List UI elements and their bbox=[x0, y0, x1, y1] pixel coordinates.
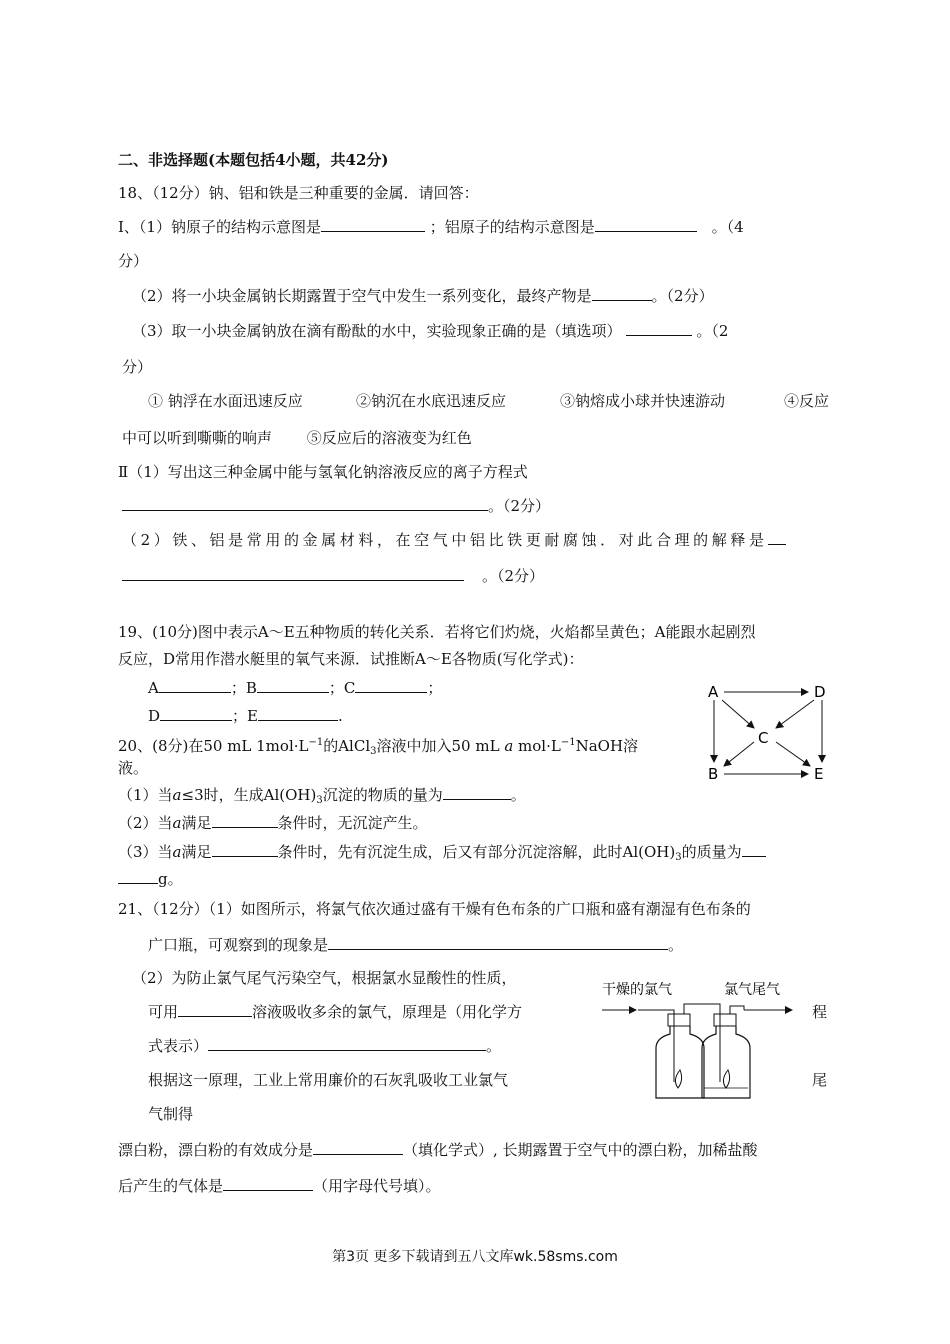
q21-blank-solution[interactable] bbox=[178, 1002, 252, 1017]
q20-p1-sub: 3 bbox=[316, 795, 323, 806]
q20-text-e: NaOH溶 bbox=[575, 737, 639, 755]
q19-blank-b[interactable] bbox=[257, 678, 329, 693]
q18-option-4b: 中可以听到嘶嘶的响声 bbox=[122, 429, 273, 447]
q20-part2 bbox=[118, 813, 428, 833]
q18-ii1-answer-line bbox=[122, 496, 550, 516]
q18-i3-text-c: 分） bbox=[122, 358, 153, 376]
q18-blank-phenomenon[interactable] bbox=[626, 321, 692, 336]
q21-l8-b: （填化学式）, 长期露置于空气中的漂白粉，加稀盐酸 bbox=[403, 1141, 758, 1159]
q18-header: 18、（12分）钠、铝和铁是三种重要的金属．请回答： bbox=[118, 184, 479, 202]
q18-i3-text-a: （3）取一小块金属钠放在滴有酚酞的水中，实验现象正确的是（填选项） bbox=[132, 322, 622, 340]
q18-options-line2 bbox=[122, 428, 472, 448]
q18-i1-line bbox=[118, 217, 744, 237]
q20-p1-a: （1）当 bbox=[118, 786, 173, 804]
q20-p3-var: a bbox=[172, 843, 182, 861]
diagram-node-b: B bbox=[708, 765, 719, 783]
diagram-node-c: C bbox=[758, 729, 769, 747]
q19-label-c: ；C bbox=[328, 679, 356, 697]
q18-i1-text-d: 分） bbox=[118, 252, 149, 270]
q19-answers-row1 bbox=[148, 678, 442, 698]
q20-blank-p3-mass[interactable] bbox=[118, 869, 158, 884]
q18-blank-na-structure[interactable] bbox=[321, 217, 425, 232]
q19-transformation-diagram bbox=[700, 678, 840, 788]
q20-blank-p3-condition[interactable] bbox=[212, 842, 278, 857]
q20-sup-1: −1 bbox=[308, 737, 324, 748]
q20-p3-c: 条件时，先有沉淀生成，后又有部分沉淀溶解，此时Al(OH) bbox=[277, 843, 676, 861]
q18-option-4a: ④反应 bbox=[784, 392, 830, 410]
q20-text-d: mol·L bbox=[513, 737, 561, 755]
q18-blank-ionic-equation[interactable] bbox=[122, 496, 488, 511]
q20-sub-1: 3 bbox=[370, 746, 377, 757]
q19-label-e: ；E bbox=[232, 707, 258, 725]
q20-blank-p1[interactable] bbox=[443, 785, 511, 800]
q18-ii1-text: Ⅱ（1）写出这三种金属中能与氢氧化钠溶液反应的离子方程式 bbox=[118, 463, 528, 481]
diagram-node-d: D bbox=[814, 683, 826, 701]
q20-line2: 液。 bbox=[118, 759, 149, 777]
q18-ii1-end: 。（2分） bbox=[488, 497, 551, 515]
q20-line1 bbox=[118, 733, 638, 762]
q20-p1-end: 。 bbox=[510, 786, 526, 804]
q20-p2-b: 满足 bbox=[181, 814, 212, 832]
q18-i2-text-a: （2）将一小块金属钠长期露置于空气中发生一系列变化，最终产物是 bbox=[132, 287, 592, 305]
q20-p3-a: （3）当 bbox=[118, 843, 173, 861]
q19-blank-a[interactable] bbox=[159, 678, 231, 693]
q19-answers-row2 bbox=[148, 706, 343, 726]
q21-blank-equation[interactable] bbox=[208, 1036, 486, 1051]
q20-p1-var: a bbox=[172, 786, 182, 804]
q20-text-b: 的AlCl bbox=[323, 737, 371, 755]
q18-blank-final-product[interactable] bbox=[592, 286, 652, 301]
q20-part1 bbox=[118, 785, 526, 811]
label-dry-chlorine: 干燥的氯气 bbox=[602, 982, 672, 998]
q20-p1-c: 沉淀的物质的量为 bbox=[322, 786, 443, 804]
q18-i1-text-b: ；铝原子的结构示意图是 bbox=[429, 218, 595, 236]
q18-ii2-end: 。（2分） bbox=[482, 567, 545, 585]
section-title: 二、非选择题(本题包括4小题，共42分) bbox=[118, 151, 389, 169]
q21-l2-a: 广口瓶，可观察到的现象是 bbox=[148, 936, 329, 954]
bottle-wet-cloth bbox=[702, 1006, 750, 1098]
q21-l9-a: 后产生的气体是 bbox=[118, 1177, 224, 1195]
q18-blank-explanation-start[interactable] bbox=[768, 530, 786, 545]
q18-blank-al-structure[interactable] bbox=[595, 217, 697, 232]
q19-label-a: A bbox=[148, 679, 159, 697]
q19-blank-d[interactable] bbox=[160, 706, 232, 721]
q21-l5-a: 式表示） bbox=[148, 1037, 209, 1055]
q20-part3 bbox=[118, 842, 766, 868]
q20-p3-b: 满足 bbox=[181, 843, 212, 861]
q20-part3-line2 bbox=[118, 869, 183, 889]
q18-option-5: ⑤反应后的溶液变为红色 bbox=[306, 429, 472, 447]
label-chlorine-tail-gas: 氯气尾气 bbox=[724, 982, 780, 998]
q21-line3: （2）为防止氯气尾气污染空气，根据氯水显酸性的性质， bbox=[132, 969, 517, 987]
q18-i1-text-a: Ⅰ、（1）钠原子的结构示意图是 bbox=[118, 218, 321, 236]
q21-line8 bbox=[118, 1140, 758, 1160]
q21-blank-effective-component[interactable] bbox=[313, 1140, 403, 1155]
q21-l4-b: 溶液吸收多余的氯气，原理是（用化学方 bbox=[252, 1003, 523, 1021]
q19-end: . bbox=[337, 707, 343, 725]
q21-l6-a: 根据这一原理，工业上常用廉价的石灰乳吸收工业氯气 bbox=[148, 1071, 509, 1089]
q20-p3-end: g。 bbox=[158, 870, 183, 888]
q21-l6-b: 尾 bbox=[812, 1071, 828, 1089]
q20-p2-c: 条件时，无沉淀产生。 bbox=[277, 814, 428, 832]
q18-i3-text-b: 。（2 bbox=[696, 322, 729, 340]
diagram-node-e: E bbox=[814, 765, 824, 783]
q19-label-b: ；B bbox=[230, 679, 257, 697]
q20-p3-sub: 3 bbox=[675, 852, 682, 863]
q19-line1: 19、(10分)图中表示A～E五种物质的转化关系．若将它们灼烧，火焰都呈黄色；A能跟水起剧烈 bbox=[118, 623, 756, 641]
q18-ii2-text: （2）铁、铝是常用的金属材料，在空气中铝比铁更耐腐蚀．对此合理的解释是 bbox=[122, 531, 768, 549]
q20-blank-p2[interactable] bbox=[212, 813, 278, 828]
q18-ii2-line bbox=[122, 530, 786, 550]
q21-l8-a: 漂白粉，漂白粉的有效成分是 bbox=[118, 1141, 314, 1159]
q21-l4-c: 程 bbox=[812, 1003, 828, 1021]
page-footer: 第3页 更多下载请到五八文库wk.58sms.com bbox=[332, 1249, 618, 1265]
q21-line7: 气制得 bbox=[148, 1105, 194, 1123]
q19-label-d: D bbox=[148, 707, 161, 725]
q18-i3-line bbox=[132, 321, 728, 341]
q18-blank-explanation[interactable] bbox=[122, 566, 464, 581]
arrow-d-to-c bbox=[776, 700, 814, 728]
q21-l9-b: （用字母代号填）。 bbox=[313, 1177, 441, 1195]
q20-p2-a: （2）当 bbox=[118, 814, 173, 832]
q20-text-c: 溶液中加入50 mL bbox=[376, 737, 505, 755]
q21-l2-end: 。 bbox=[668, 936, 684, 954]
q18-option-2: ②钠沉在水底迅速反应 bbox=[356, 392, 507, 410]
arrow-c-to-b bbox=[724, 742, 754, 766]
q20-text-a: 20、(8分)在50 mL 1mol·L bbox=[118, 737, 309, 755]
q19-blank-c[interactable] bbox=[355, 678, 427, 693]
q21-gas-bottles-figure bbox=[596, 976, 802, 1104]
q21-line9 bbox=[118, 1176, 441, 1196]
q21-l4-a: 可用 bbox=[148, 1003, 179, 1021]
diagram-node-a: A bbox=[708, 683, 719, 701]
q18-option-1: ① 钠浮在水面迅速反应 bbox=[148, 392, 303, 410]
q20-sup-2: −1 bbox=[560, 737, 576, 748]
q18-i2-line bbox=[132, 286, 714, 306]
q18-option-3: ③钠熔成小球并快速游动 bbox=[560, 392, 726, 410]
q20-blank-p3-mass-start[interactable] bbox=[742, 842, 766, 857]
arrow-c-to-e bbox=[776, 742, 810, 766]
q18-options-line1 bbox=[148, 391, 830, 411]
q21-l5-end: 。 bbox=[486, 1037, 502, 1055]
q21-blank-phenomenon[interactable] bbox=[328, 935, 668, 950]
q21-line2 bbox=[148, 935, 683, 955]
q19-line2: 反应，D常用作潜水艇里的氧气来源．试推断A～E各物质(写化学式)： bbox=[118, 650, 584, 668]
q21-line5 bbox=[148, 1036, 501, 1056]
q21-line4 bbox=[148, 1002, 522, 1022]
arrow-a-to-c bbox=[722, 700, 754, 728]
q18-ii2-answer-line bbox=[122, 566, 544, 586]
q19-sep: ； bbox=[427, 679, 443, 697]
q20-var-a: a bbox=[504, 737, 514, 755]
q18-i1-text-c: 。（4 bbox=[711, 218, 744, 236]
q21-blank-gas[interactable] bbox=[223, 1176, 313, 1191]
q20-p2-var: a bbox=[172, 814, 182, 832]
q20-p3-d: 的质量为 bbox=[681, 843, 742, 861]
q21-line1: 21、（12分）（1）如图所示，将氯气依次通过盛有干燥有色布条的广口瓶和盛有潮湿有色布条的 bbox=[118, 900, 751, 918]
q19-blank-e[interactable] bbox=[258, 706, 338, 721]
q20-p1-b: ≤3时，生成Al(OH) bbox=[181, 786, 317, 804]
q18-i2-text-b: 。（2分） bbox=[651, 287, 714, 305]
bottle-dry-cloth bbox=[638, 1010, 704, 1098]
